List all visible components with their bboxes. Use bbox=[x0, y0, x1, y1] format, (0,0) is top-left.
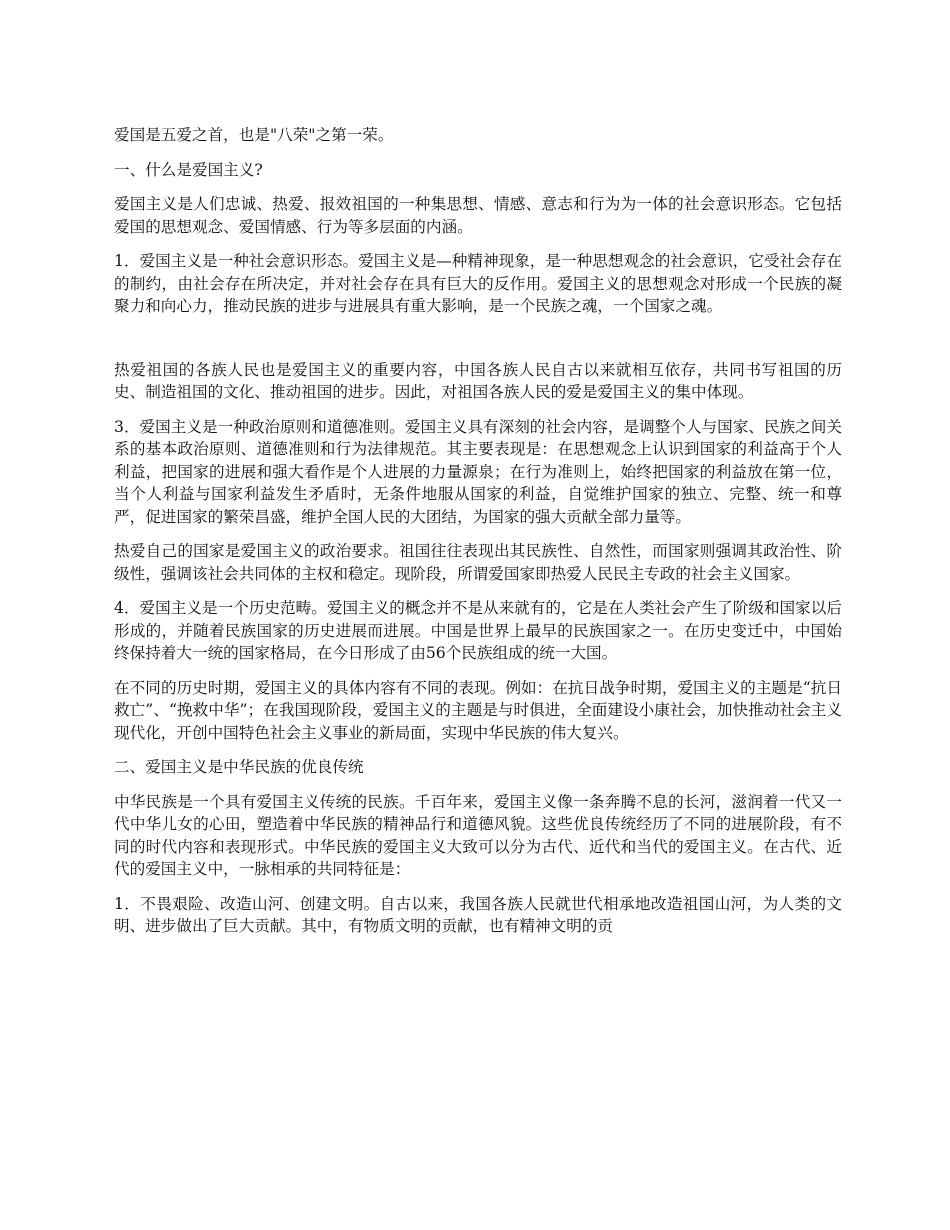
section-heading-1: 一、什么是爱国主义? bbox=[114, 160, 263, 179]
political-requirement-paragraph: 热爱自己的国家是爱国主义的政治要求。祖国往往表现出其民族性、自然性，而国家则强调其政治性、阶级性，强调该社会共同体的主权和稳定。现阶段，所谓爱国家即热爱人民民主专政的社会主义国家。 bbox=[114, 542, 842, 583]
point-1-paragraph: 1．爱国主义是一种社会意识形态。爱国主义是—种精神现象，是一种思想观念的社会意识，它受社会存在的制约，由社会存在所决定，并对社会存在具有巨大的反作用。爱国主义的思想观念对形成一个民族的凝聚力和向心力，推动民族的进步与进展具有重大影响，是一个民族之魂，一个国家之魂。 bbox=[114, 252, 843, 315]
intro-paragraph: 爱国是五爱之首，也是"八荣"之第一荣。 bbox=[114, 126, 394, 144]
definition-paragraph: 爱国主义是人们忠诚、热爱、报效祖国的一种集思想、情感、意志和行为为一体的社会意识形态。它包括爱国的思想观念、爱国情感、行为等多层面的内涵。 bbox=[114, 195, 842, 236]
historical-periods-paragraph: 在不同的历史时期，爱国主义的具体内容有不同的表现。例如：在抗日战争时期，爱国主义的主题是“抗日救亡”、“挽救中华”；在我国现阶段，爱国主义的主题是与时俱进，全面建设小康社会，加快推动社会主义现代化，开创中国特色社会主义事业的新局面，实现中华民族的伟大复兴。 bbox=[114, 678, 842, 742]
point-4-paragraph: 4．爱国主义是一个历史范畴。爱国主义的概念并不是从来就有的，它是在人类社会产生了阶级和国家以后形成的，并随着民族国家的历史进展而进展。中国是世界上最早的民族国家之一。在历史变迁中，中国始终保持着大一统的国家格局，在今日形成了由56个民族组成的统一大国。 bbox=[114, 599, 842, 662]
tradition-point-1-paragraph: 1．不畏艰险、改造山河、创建文明。自古以来，我国各族人民就世代相承地改造祖国山河，为人类的文明、进步做出了巨大贡献。其中，有物质文明的贡献，也有精神文明的贡 bbox=[114, 894, 842, 935]
document-body bbox=[114, 124, 842, 950]
section-heading-2: 二、爱国主义是中华民族的优良传统 bbox=[114, 758, 364, 776]
ethnic-people-paragraph: 热爱祖国的各族人民也是爱国主义的重要内容，中国各族人民自古以来就相互依存，共同书写祖国的历史、制造祖国的文化、推动祖国的进步。因此，对祖国各族人民的爱是爱国主义的集中体现。 bbox=[114, 360, 842, 401]
point-3-paragraph: 3．爱国主义是一种政治原则和道德准则。爱国主义具有深刻的社会内容，是调整个人与国家、民族之间关系的基本政治原则、道德准则和行为法律规范。其主要表现是：在思想观念上认识到国家的利益高于个人利益，把国家的进展和强大看作是个人进展的力量源泉；在行为准则上，始终把国家的利益放在第一位，当个人利益与国家利益发生矛盾时，无条件地服从国家的利益，自觉维护国家的独立、完整、统一和尊严，促进国家的繁荣昌盛，维护全国人民的大团结，为国家的强大贡献全部力量等。 bbox=[114, 417, 842, 526]
tradition-paragraph: 中华民族是一个具有爱国主义传统的民族。千百年来，爱国主义像一条奔腾不息的长河，滋润着一代又一代中华儿女的心田，塑造着中华民族的精神品行和道德风貌。这些优良传统经历了不同的进展阶段，有不同的时代内容和表现形式。中华民族的爱国主义大致可以分为古代、近代和当代的爱国主义。在古代、近代的爱国主义中，一脉相承的共同特征是： bbox=[114, 792, 842, 878]
